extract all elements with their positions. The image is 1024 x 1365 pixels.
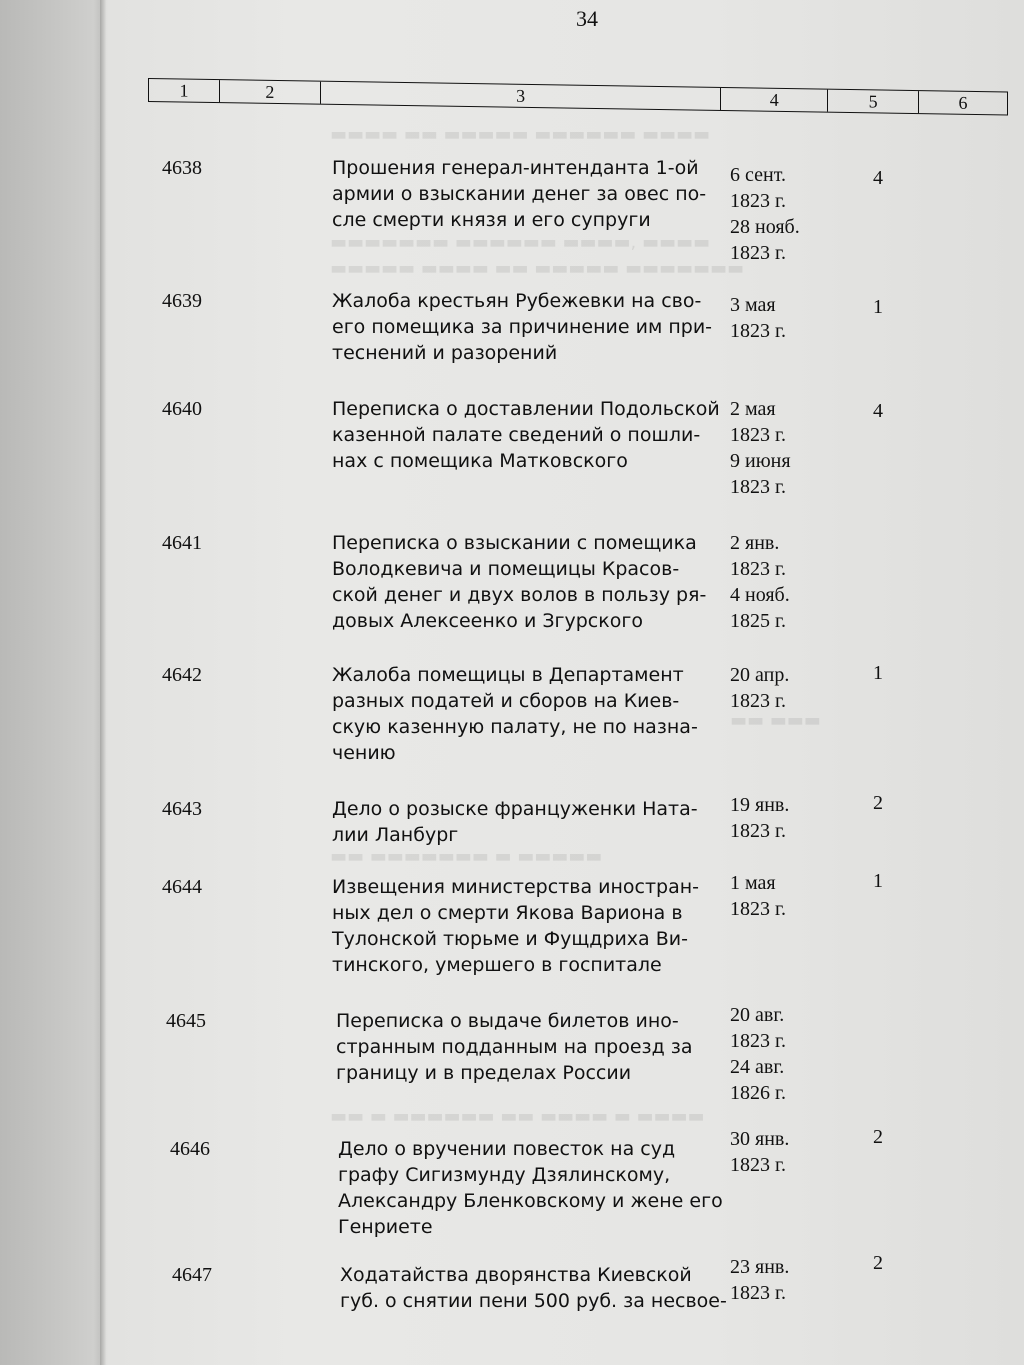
record-sheet-count: 1 bbox=[873, 662, 883, 684]
record-number: 4645 bbox=[166, 1010, 206, 1032]
show-through-text: ▬▬▬▬▬ ▬▬▬▬ ▬▬ ▬▬▬▬▬ ▬▬▬▬▬▬▬ bbox=[330, 258, 745, 279]
record-title: Прошения генерал-интенданта 1-ой армии о взыскании денег за овес по- сле смерти князя и его супруги bbox=[332, 157, 707, 231]
record-title: Извещения министерства иностран- ных дел о смерти Якова Вариона в Тулонской тюрьме и Фущдриха Ви- тинского, умершего в госпитале bbox=[332, 876, 700, 976]
record-title: Ходатайства дворянства Киевской губ. о снятии пени 500 руб. за несвое- bbox=[340, 1264, 727, 1312]
record-title: Переписка о выдаче билетов ино- странным подданным на проезд за границу и в пределах России bbox=[336, 1010, 693, 1084]
record-number: 4642 bbox=[162, 664, 202, 686]
book-gutter bbox=[0, 0, 104, 1365]
record-dates: 3 мая 1823 г. bbox=[730, 294, 786, 342]
record-number: 4644 bbox=[162, 876, 202, 898]
gutter-shadow bbox=[100, 0, 106, 1365]
record-sheet-count: 2 bbox=[873, 1126, 883, 1148]
record-dates: 2 янв. 1823 г. 4 нояб. 1825 г. bbox=[730, 532, 790, 632]
record-title: Переписка о взыскании с помещика Володкевича и помещицы Красов- ской денег и двух волов в пользу ря- довых Алексеенко и Згурского bbox=[332, 532, 707, 632]
record-dates: 19 янв. 1823 г. bbox=[730, 794, 790, 842]
record-dates: 20 авг. 1823 г. 24 авг. 1826 г. bbox=[730, 1004, 786, 1104]
record-dates: 6 сент. 1823 г. 28 нояб. 1823 г. bbox=[730, 164, 800, 264]
column-header-row bbox=[148, 78, 1008, 116]
record-sheet-count: 2 bbox=[873, 1252, 883, 1274]
record-title: Дело о вручении повесток на суд графу Сигизмунду Дзялинскому, Александру Бленковскому и жене его Генриете bbox=[338, 1138, 723, 1238]
record-sheet-count: 1 bbox=[873, 870, 883, 892]
record-dates: 30 янв. 1823 г. bbox=[730, 1128, 790, 1176]
record-number: 4647 bbox=[172, 1264, 212, 1286]
record-title: Переписка о доставлении Подольской казенной палате сведений о пошли- нах с помещика Матковского bbox=[332, 398, 720, 472]
show-through-text: ▬▬▬▬ ▬▬ ▬▬▬▬▬ ▬▬▬▬▬▬ ▬▬▬▬ bbox=[330, 124, 711, 145]
record-dates: 20 апр. 1823 г. bbox=[730, 664, 790, 712]
column-header-3: 3 bbox=[321, 82, 722, 110]
column-header-5: 5 bbox=[828, 90, 919, 113]
record-title: Дело о розыске француженки Ната- лии Ланбург bbox=[332, 798, 698, 846]
record-sheet-count: 4 bbox=[873, 167, 883, 189]
record-title: Жалоба помещицы в Департамент разных податей и сборов на Киев- скую казенную палату, не по назна- чению bbox=[332, 664, 698, 764]
record-sheet-count: 1 bbox=[873, 296, 883, 318]
show-through-text: ▬▬ ▬▬▬▬▬▬▬ ▬ ▬▬▬▬▬ bbox=[330, 846, 603, 867]
column-header-2: 2 bbox=[220, 80, 321, 104]
column-header-4: 4 bbox=[721, 88, 828, 112]
record-sheet-count: 2 bbox=[873, 792, 883, 814]
show-through-text: ▬▬▬▬▬▬▬ ▬▬▬▬▬▬ ▬▬▬▬, ▬▬▬▬ bbox=[330, 232, 711, 253]
record-dates: 1 мая 1823 г. bbox=[730, 872, 786, 920]
record-number: 4638 bbox=[162, 157, 202, 179]
record-number: 4639 bbox=[162, 290, 202, 312]
record-number: 4643 bbox=[162, 798, 202, 820]
record-dates: 2 мая 1823 г. 9 июня 1823 г. bbox=[730, 398, 791, 498]
column-header-1: 1 bbox=[149, 79, 220, 102]
record-number: 4646 bbox=[170, 1138, 210, 1160]
record-title: Жалоба крестьян Рубежевки на сво- его помещика за причинение им при- теснений и разорений bbox=[332, 290, 713, 364]
show-through-text: ▬▬ ▬▬▬ bbox=[730, 710, 821, 731]
record-number: 4640 bbox=[162, 398, 202, 420]
record-number: 4641 bbox=[162, 532, 202, 554]
column-header-6: 6 bbox=[958, 92, 968, 113]
page-number: 34 bbox=[576, 6, 598, 31]
record-dates: 23 янв. 1823 г. bbox=[730, 1256, 790, 1304]
show-through-text: ▬▬ ▬ ▬▬▬▬▬▬ ▬▬ ▬▬▬▬ ▬ ▬▬▬▬ bbox=[330, 1106, 705, 1127]
record-sheet-count: 4 bbox=[873, 400, 883, 422]
